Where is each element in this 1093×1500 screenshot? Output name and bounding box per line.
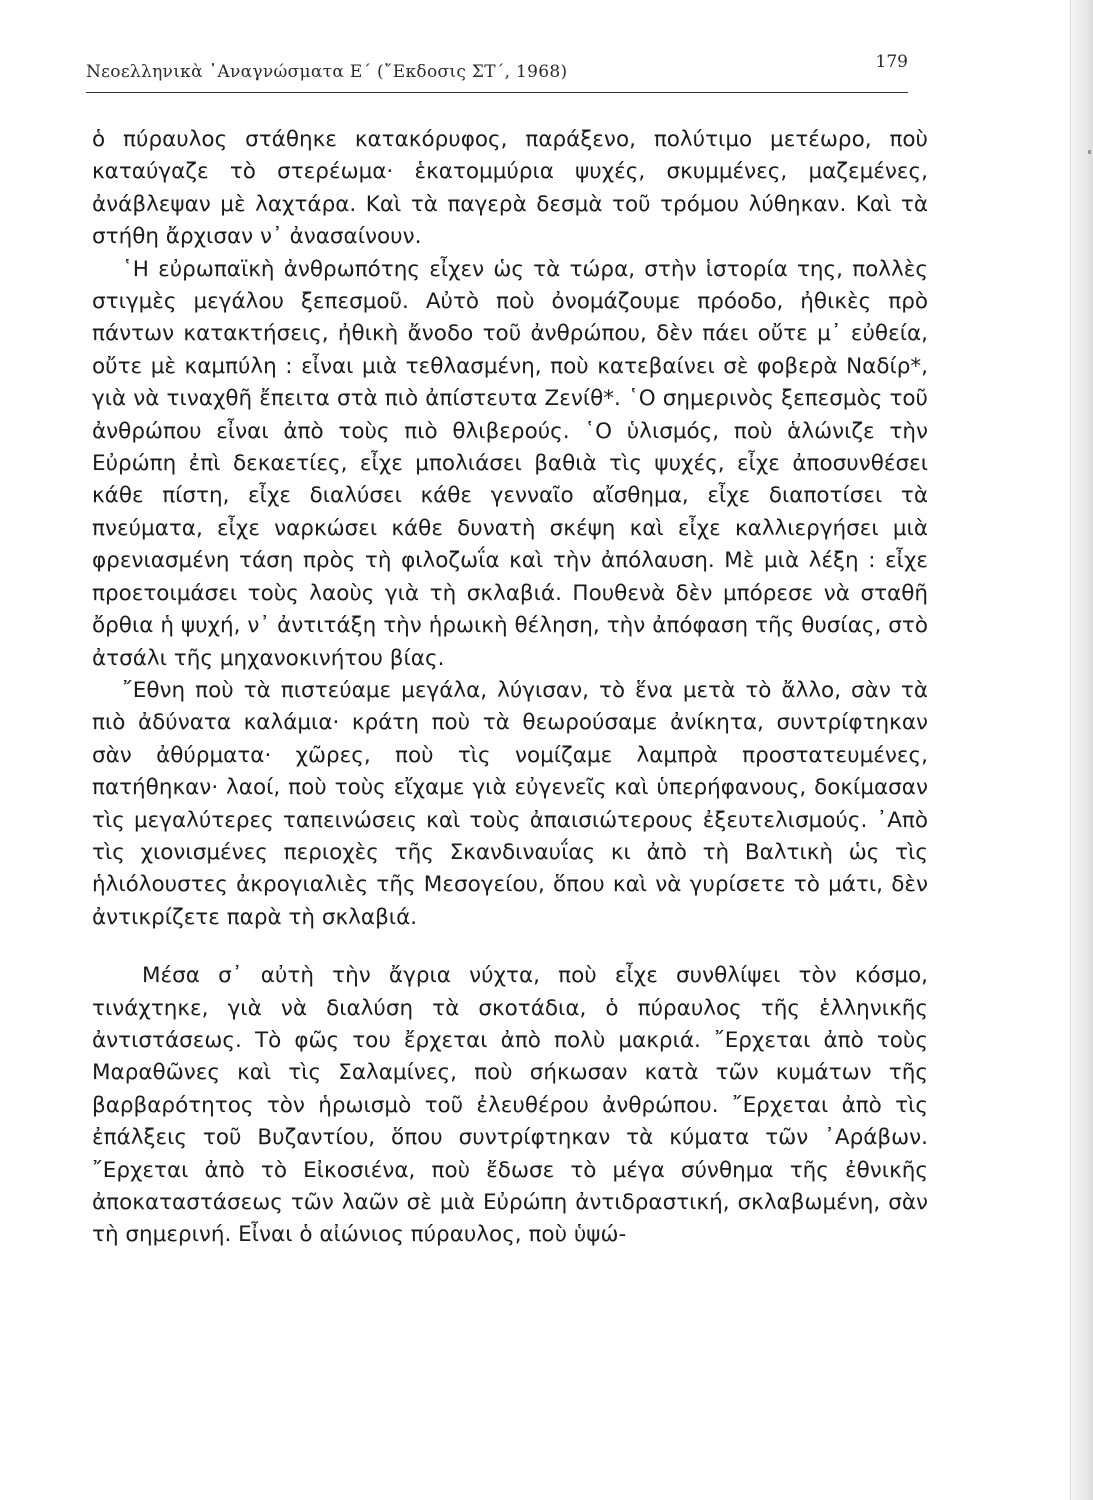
page-number: 179 [875,52,908,72]
header-rule [86,92,908,93]
page-edge-shadow [1070,0,1093,1500]
running-header-title: Νεοελληνικὰ ᾿Αναγνώσματα Ε΄ (῎Εκδοσις ΣΤ΄, 1968) [86,62,568,82]
paragraph-nations: ῎Εθνη ποὺ τὰ πιστεύαμε μεγάλα, λύγισαν, τὸ ἕνα μετὰ τὸ ἄλλο, σὰν τὰ πιὸ ἀδύνατα καλάμια· κράτη ποὺ τὰ θεωρούσαμε ἀνίκητα, συντρίφτηκαν σὰν ἀθύρματα· χῶρες, ποὺ τὶς νομίζαμε λαμπρὰ προστατευμένες, πατήθηκαν· λαοί, ποὺ τοὺς εἴχαμε γιὰ εὐγενεῖς καὶ ὑπερήφανους, δοκίμασαν τὶς μεγαλύτερες ταπεινώσεις καὶ τοὺς ἀπαισιώτερους ἐξευτελισμούς. ᾿Απὸ τὶς χιονισμένες περιοχὲς τῆς Σκανδιναυΐας κι ἀπὸ τὴ Βαλτικὴ ὡς τὶς ἡλιόλουστες ἀκρογιαλιὲς τῆς Μεσογείου, ὅπου καὶ νὰ γυρίσετε τὸ μάτι, δὲν ἀντικρίζετε παρὰ τὴ σκλαβιά. [92,677,928,930]
page-edge-mark [1088,150,1091,154]
paragraph-european-humanity: ῾Η εὐρωπαϊκὴ ἀνθρωπότης εἶχεν ὡς τὰ τώρα, στὴν ἱστορία της, πολλὲς στιγμὲς μεγάλου ξεπεσμοῦ. Αὐτὸ ποὺ ὀνομάζουμε πρόοδο, ἠθικὲς πρὸ πάντων κατακτήσεις, ἠθικὴ ἄνοδο τοῦ ἀνθρώπου, δὲν πάει οὔτε μ᾿ εὐθεία, οὔτε μὲ καμπύλη : εἶναι μιὰ τεθλασμένη, ποὺ κατεβαίνει σὲ φοβερὰ Ναδίρ*, γιὰ νὰ τιναχθῆ ἔπειτα στὰ πιὸ ἀπίστευτα Ζενίθ*. ῾Ο σημερινὸς ξεπεσμὸς τοῦ ἀνθρώπου εἶναι ἀπὸ τοὺς πιὸ θλιβερούς. ῾Ο ὑλισμός, ποὺ ἁλώνιζε τὴν Εὐρώπη ἐπὶ δεκαετίες, εἶχε μπολιάσει βαθιὰ τὶς ψυχές, εἶχε ἀποσυνθέσει κάθε πίστη, εἶχε διαλύσει κάθε γενναῖο αἴσθημα, εἶχε διαποτίσει τὰ πνεύματα, εἶχε ναρκώσει κάθε δυνατὴ σκέψη καὶ εἶχε καλλιεργήσει μιὰ φρενιασμένη τάση πρὸς τὴ φιλοζωΐα καὶ τὴν ἀπόλαυση. Μὲ μιὰ λέξη : εἶχε προετοιμάσει τοὺς λαοὺς γιὰ τὴ σκλαβιά. Πουθενὰ δὲν μπόρεσε νὰ σταθῆ ὄρθια ἡ ψυχή, ν᾿ ἀντιτάξη τὴν ἡρωικὴ θέληση, τὴν ἀπόφαση τῆς θυσίας, στὸ ἀτσάλι τῆς μηχανοκινήτου βίας. [92,256,928,671]
paragraph-wild-night: Μέσα σ᾿ αὐτὴ τὴν ἄγρια νύχτα, ποὺ εἶχε συνθλίψει τὸν κόσμο, τινάχτηκε, γιὰ νὰ διαλύση τὰ σκοτάδια, ὁ πύραυλος τῆς ἑλληνικῆς ἀντιστάσεως. Τὸ φῶς του ἔρχεται ἀπὸ πολὺ μακριά. ῎Ερχεται ἀπὸ τοὺς Μαραθῶνες καὶ τὶς Σαλαμίνες, ποὺ σήκωσαν κατὰ τῶν κυμάτων τῆς βαρβαρότητος τὸν ἡρωισμὸ τοῦ ἐλευθέρου ἀνθρώπου. ῎Ερχεται ἀπὸ τὶς ἐπάλξεις τοῦ Βυζαντίου, ὅπου συντρίφτηκαν τὰ κύματα τῶν ᾿Αράβων. ῎Ερχεται ἀπὸ τὸ Εἰκοσιένα, ποὺ ἔδωσε τὸ μέγα σύνθημα τῆς ἐθνικῆς ἀποκαταστάσεως τῶν λαῶν σὲ μιὰ Εὐρώπη ἀντιδραστική, σκλαβωμένη, σὰν τὴ σημερινή. Εἶναι ὁ αἰώνιος πύραυλος, ποὺ ὑψώ- [92,963,928,1248]
running-header [86,52,908,90]
body-text [92,124,928,1252]
paragraph-continuation: ὁ πύραυλος στάθηκε κατακόρυφος, παράξενο, πολύτιμο μετέωρο, ποὺ καταύγαζε τὸ στερέωμα· ἑκατομμύρια ψυχές, σκυμμένες, μαζεμένες, ἀνάβλεψαν μὲ λαχτάρα. Καὶ τὰ παγερὰ δεσμὰ τοῦ τρόμου λύθηκαν. Καὶ τὰ στήθη ἄρχισαν ν᾿ ἀνασαίνουν. [92,127,928,250]
